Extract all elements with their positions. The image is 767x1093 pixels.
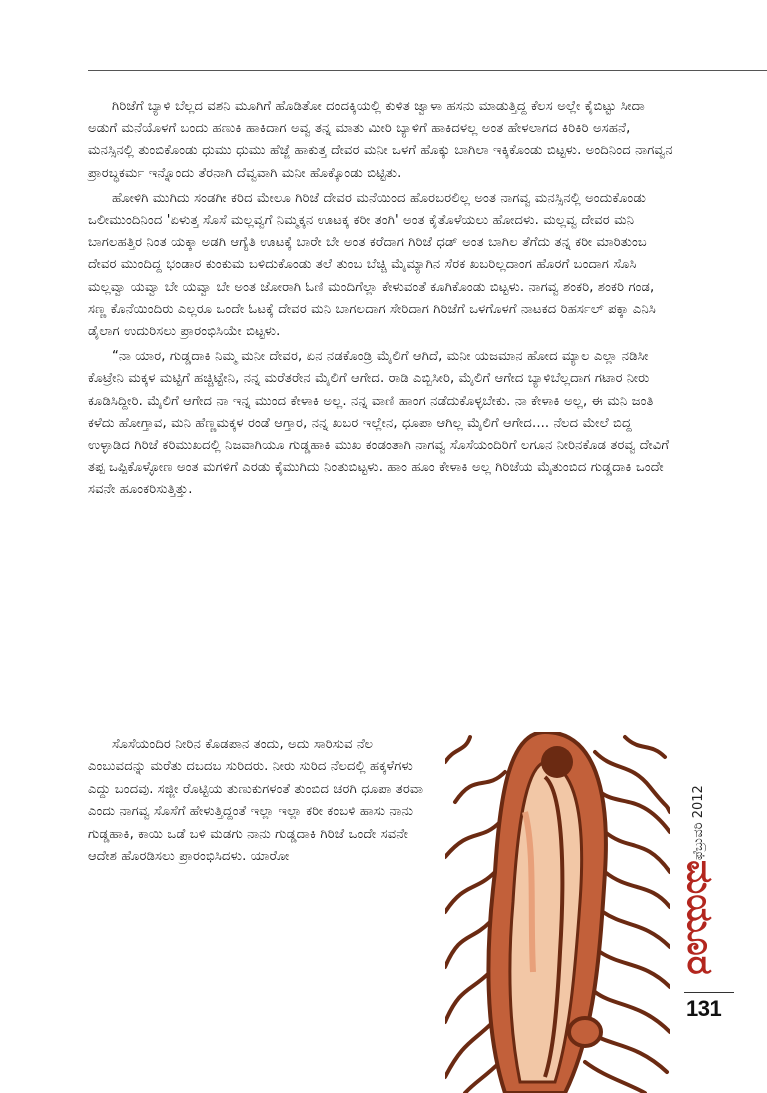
top-divider-rule: [88, 70, 767, 71]
magazine-masthead-vertical: [679, 860, 723, 986]
abstract-figure-illustration: [445, 732, 670, 1093]
illustration-artwork: [445, 732, 670, 1093]
issue-date-vertical: [691, 780, 711, 860]
paragraph-2: ಹೋಳಿಗಿ ಮುಗಿದು ಸಂಡಗೀ ಕರಿದ ಮೇಲೂ ಗಿರಿಜೆ ದೇವರ ಮನೆಯಿಂದ ಹೊರಬರಲಿಲ್ಲ ಅಂತ ನಾಗವ್ವ ಮನಸ್ಸಿನಲ್ಲಿ ಅಂದುಕೊಂಡು ಒಲೀಮುಂದಿನಿಂದ 'ಏಳುತ್ತ ಸೊಸೆ ಮಲ್ಲವ್ವಗೆ ನಿಮ್ಮಕ್ಕನ ಊಟಕ್ಕ ಕರೀ ತಂಗಿ' ಅಂತ ಕೈತೊಳೆಯಲು ಹೋದಳು. ಮಲ್ಲವ್ವ ದೇವರ ಮನಿ ಬಾಗಲಹತ್ತಿರ ನಿಂತ ಯಕ್ಕಾ ಅಡಗಿ ಆಗ್ಯೆತಿ ಊಟಕ್ಕೆ ಬಾರೇ ಬೇ ಅಂತ ಕರೆದಾಗ ಗಿರಿಜೆ ಧಡ್ ಅಂತ ಬಾಗಿಲ ತೆಗೆದು ತನ್ನ ಕರೀ ಮಾರಿತುಂಬ ದೇವರ ಮುಂದಿದ್ದ ಭಂಡಾರ ಕುಂಕುಮ ಬಳಿದುಕೊಂಡು ತಲೆ ತುಂಬ ಬೆಚ್ಚಿ ಮೈಮ್ಯಾಗಿನ ಸೆರಕ ಖಬರಿಲ್ಲದಾಂಗ ಹೊರಗೆ ಬಂದಾಗ ಸೊಸಿ ಮಲ್ಲವ್ವಾ ಯವ್ವಾ ಬೇ ಯವ್ವಾ ಬೇ ಅಂತ ಜೋರಾಗಿ ಓಣಿ ಮಂದಿಗೆಲ್ಲಾ ಕೇಳುವಂತೆ ಕೂಗಿಕೊಂಡು ಬಿಟ್ಟಳು. ನಾಗವ್ವ ಶಂಕರಿ, ಶಂಕರಿ ಗಂಡ, ಸಣ್ಣ ಕೊನೆಯಿಂದಿರು ಎಲ್ಲರೂ ಒಂದೇ ಓಟಕ್ಕೆ ದೇವರ ಮನಿ ಬಾಗಲದಾಗ ಸೇರಿದಾಗ ಗಿರಿಜೆಗೆ ಒಳಗೊಳಗೆ ನಾಟಕದ ರಿಹರ್ಸಲ್ ಪಕ್ಕಾ ಎನಿಸಿ ಡೈಲಾಗ ಉದುರಿಸಲು ಪ್ರಾರಂಭಿಸಿಯೇ ಬಿಟ್ಟಳು.: [88, 190, 656, 340]
paragraph-3: “ನಾ ಯಾರ, ಗುಡ್ಡದಾಕಿ ನಿಮ್ಮ ಮನೀ ದೇವರ, ಏನ ನಡಕೊಂಡ್ರಿ ಮೈಲಿಗೆ ಆಗಿದೆ, ಮನೀ ಯಜಮಾನ ಹೋದ ಮ್ಯಾಲ ಎಲ್ಲಾ ನಡಿಸೀ ಕೊಟ್ರೇನಿ ಮಕ್ಕಳ ಮಟ್ಟಿಗೆ ಹಚ್ಚಿಟ್ಟೇನಿ, ನನ್ನ ಮರೆತರೇನ ಮೈಲಿಗೆ ಆಗೇದ. ರಾಡಿ ಎಬ್ಬಿಸೀರಿ, ಮೈಲಿಗೆ ಆಗೇದ ಬ್ಯಾಳಿಬೆಲ್ಲದಾಗ ಗಟಾರ ನೀರು ಕೂಡಿಸಿದ್ದೀರಿ. ಮೈಲಿಗೆ ಆಗೇದ ನಾ ಇನ್ನ ಮುಂದ ಕೇಳಾಕಿ ಅಲ್ಲ. ನನ್ನ ವಾಣಿ ಹಾಂಗ ನಡೆದುಕೊಳ್ಳಬೇಕು. ನಾ ಕೇಳಾಕಿ ಅಲ್ಲ, ಈ ಮನಿ ಜಂತಿ ಕಳೆದು ಹೋಗ್ತಾವ, ಮನಿ ಹೆಣ್ಣಮಕ್ಕಳ ರಂಡೆ ಆಗ್ತಾರ, ನನ್ನ ಖಬರ ಇಲ್ಲೇನ, ಧೂಪಾ ಆಗಿಲ್ಲ ಮೈಲಿಗೆ ಆಗೇದ.... ನೆಲದ ಮೇಲೆ ಬಿದ್ದ ಉಳ್ಳಾಡಿದ ಗಿರಿಜೆ ಕರಿಮುಖದಲ್ಲಿ ನಿಜವಾಗಿಯೂ ಗುಡ್ಡಹಾಕಿ ಮುಖ ಕಂಡಂತಾಗಿ ನಾಗವ್ವ ಸೊಸೆಯಂದಿರಿಗೆ ಲಗೂನ ನೀರಿನಕೊಡ ತರವ್ವ ದೇವಿಗೆ ತಪ್ಪ ಒಪ್ಪಿಕೊಳ್ಳೋಣ ಅಂತ ಮಗಳಿಗೆ ಎರಡು ಕೈಮುಗಿದು ನಿಂತುಬಿಟ್ಟಳು. ಹಾಂ ಹೂಂ ಕೇಳಾಕಿ ಅಲ್ಲ ಗಿರಿಜೆಯ ಮೈತುಂಬಿದ ಗುಡ್ಡದಾಕಿ ಒಂದೇ ಸವನೇ ಹೂಂಕರಿಸುತ್ತಿತ್ತು.: [88, 349, 670, 498]
article-body: [88, 96, 673, 505]
page-number: 131: [686, 996, 722, 1021]
paragraph-1: ಗಿರಿಜೆಗೆ ಬ್ಯಾಳಿ ಬೆಲ್ಲದ ವಶನಿ ಮೂಗಿಗೆ ಹೊಡಿತೋ ದಂದಕ್ಕಿಯಲ್ಲಿ ಕುಳಿತ ಜ್ವಾಳಾ ಹಸನು ಮಾಡುತ್ತಿದ್ದ ಕೆಲಸ ಅಲ್ಲೇ ಕೈಬಿಟ್ಟು ಸೀದಾ ಅಡುಗೆ ಮನೆಯೊಳಗೆ ಬಂದು ಹಣುಕಿ ಹಾಕಿದಾಗ ಅವ್ವ ತನ್ನ ಮಾತು ಮೀರಿ ಬ್ಯಾಳಿಗೆ ಹಾಕಿದಳಲ್ಲ ಅಂತ ಹೇಳಲಾಗದ ಕಿರಿಕಿರಿ ಅಸಹನೆ, ಮನಸ್ಸಿನಲ್ಲಿ ತುಂಬಿಕೊಂಡು ಧುಮು ಧುಮು ಹೆಜ್ಜೆ ಹಾಕುತ್ತ ದೇವರ ಮನೀ ಒಳಗೆ ಹೊಕ್ಕು ಬಾಗಿಲಾ ಇಕ್ಕಿಕೊಂಡು ಬಿಟ್ಟಳು. ಅಂದಿನಿಂದ ನಾಗವ್ವನ ಪ್ರಾರಬ್ಧಕರ್ಮ ಇನ್ನೊಂದು ತೆರನಾಗಿ ದೆವ್ವವಾಗಿ ಮನೀ ಹೊಕ್ಕೊಂಡು ಬಿಟ್ಟಿತು.: [88, 99, 673, 181]
issue-month-year: ಫೆಬ್ರುವರಿ 2012: [691, 785, 706, 860]
page-number-rule: [684, 992, 734, 993]
paragraph-4: ಸೊಸೆಯಂದಿರ ನೀರಿನ ಕೊಡಪಾನ ತಂದು, ಅದು ಸಾರಿಸುವ ನೆಲ ಎಂಬುವದನ್ನು ಮರೆತು ದಬದಬ ಸುರಿದರು. ನೀರು ಸುರಿದ ನೆಲದಲ್ಲಿ ಹಕ್ಕಳೆಗಳು ಎದ್ದು ಬಂದವು. ಸಜ್ಜೀ ರೊಟ್ಟಿಯ ತುಣುಕುಗಳಂತೆ ತುಂಬಿದ ಚರಗಿ ಧೂಪಾ ತರವಾ ಎಂದು ನಾಗವ್ವ ಸೊಸೆಗೆ ಹೇಳುತ್ತಿದ್ದಂತೆ ಇಲ್ಲಾ ಇಲ್ಲಾ ಕರೀ ಕಂಬಳಿ ಹಾಸು ನಾನು ಗುಡ್ಡಹಾಕಿ, ಕಾಯಿ ಒಡೆ ಬಳಿ ಮಡಗು ನಾನು ಗುಡ್ಡದಾಕಿ ಗಿರಿಜೆ ಒಂದೇ ಸವನೇ ಆದೇಶ ಹೊರಡಿಸಲು ಪ್ರಾರಂಭಿಸಿದಳು. ಯಾರೋ: [88, 737, 424, 865]
magazine-name: ಮಯೂರ: [679, 860, 721, 975]
article-body-narrow-column: [88, 734, 433, 871]
